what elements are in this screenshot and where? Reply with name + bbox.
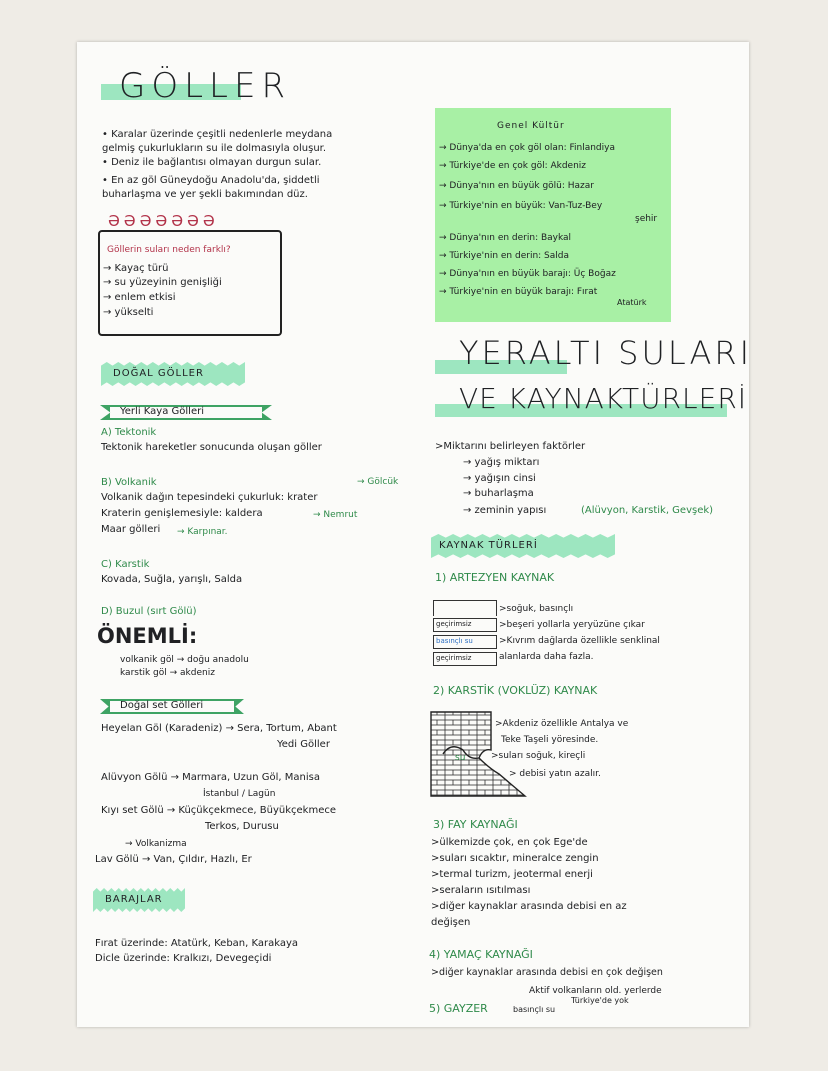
layer-impermeable: geçirimsiz xyxy=(433,618,497,632)
volcanic-example: → Nemrut xyxy=(313,510,358,520)
barajlar-line: Dicle üzerinde: Kralkızı, Devegeçidi xyxy=(95,953,272,964)
intro-line: • En az göl Güneydoğu Anadolu'da, şiddetli xyxy=(102,175,320,186)
why-box-item: → enlem etkisi xyxy=(103,292,176,303)
karst-line: Teke Taşeli yöresinde. xyxy=(501,735,599,745)
culture-line: → Dünya'nın en derin: Baykal xyxy=(439,233,572,243)
glacial-title: D) Buzul (sırt Gölü) xyxy=(101,606,197,617)
volcanic-example: → Karpınar. xyxy=(177,527,228,537)
dam-lake-line: Kıyı set Gölü → Küçükçekmece, Büyükçekmece xyxy=(101,805,336,816)
fault-spring-title: 3) FAY KAYNAĞI xyxy=(433,818,518,831)
fault-line: >termal turizm, jeotermal enerji xyxy=(431,869,593,880)
important-label: ÖNEMLİ: xyxy=(97,624,198,648)
tectonic-title: A) Tektonik xyxy=(101,427,157,438)
why-box-item: → Kayaç türü xyxy=(103,263,169,274)
karstic-title: C) Karstik xyxy=(101,559,150,570)
dam-lake-line: İstanbul / Lagün xyxy=(203,789,276,799)
layer-pressurized-water: basınçlı su xyxy=(433,635,497,649)
fault-line: >suları sıcaktır, mineralce zengin xyxy=(431,853,599,864)
factor-item: → yağış miktarı xyxy=(463,457,540,468)
dam-lake-line: Heyelan Göl (Karadeniz) → Sera, Tortum, Abant xyxy=(101,723,337,734)
fault-line: >diğer kaynaklar arasında debisi en az xyxy=(431,901,627,912)
intro-line: buharlaşma ve yer şekli bakımından düz. xyxy=(102,189,308,200)
dam-lake-line: Lav Gölü → Van, Çıldır, Hazlı, Er xyxy=(95,854,252,865)
artesian-diagram-frame xyxy=(433,600,497,616)
important-item: karstik göl → akdeniz xyxy=(120,668,215,678)
paper-sheet xyxy=(77,42,753,1027)
why-box-item: → yükselti xyxy=(103,307,154,318)
volcanic-title: B) Volkanik xyxy=(101,477,157,488)
general-culture-title: Genel Kültür xyxy=(497,121,565,131)
intro-line: gelmiş çukurlukların su ile dolmasıyla oluşur. xyxy=(102,143,327,154)
barajlar-heading: BARAJLAR xyxy=(105,894,163,905)
fault-line: değişen xyxy=(431,917,471,928)
slope-spring-title: 4) YAMAÇ KAYNAĞI xyxy=(429,948,533,961)
groundwater-title: YERALTI SULARI xyxy=(459,334,753,372)
karst-line: > debisi yatın azalır. xyxy=(509,769,601,779)
fault-line: >seraların ısıtılması xyxy=(431,885,531,896)
karst-line: >suları soğuk, kireçli xyxy=(491,751,586,761)
general-culture-note xyxy=(435,108,671,322)
page-title: GÖLLER xyxy=(119,66,292,106)
spring-types-heading: KAYNAK TÜRLERİ xyxy=(439,540,538,551)
why-box-title: Göllerin suları neden farklı? xyxy=(107,245,231,255)
groundwater-title-2: VE KAYNAKTÜRLERİ xyxy=(459,382,748,415)
dam-lake-line: → Volkanizma xyxy=(125,839,187,849)
culture-line: → Dünya'nın en büyük gölü: Hazar xyxy=(439,181,594,191)
factor-item: → buharlaşma xyxy=(463,488,534,499)
sub-heading-text: Yerli Kaya Gölleri xyxy=(120,406,204,417)
geyser-note: Aktif volkanların old. yerlerde xyxy=(529,986,662,996)
fault-line: >ülkemizde çok, en çok Ege'de xyxy=(431,837,588,848)
culture-line: şehir xyxy=(635,214,658,224)
artesian-line: >soğuk, basınçlı xyxy=(499,604,574,614)
factors-intro: >Miktarını belirleyen faktörler xyxy=(435,441,586,452)
barajlar-line: Fırat üzerinde: Atatürk, Keban, Karakaya xyxy=(95,938,299,949)
karst-line: >Akdeniz özellikle Antalya ve xyxy=(495,719,629,729)
karst-spring-title: 2) KARSTİK (VOKLÜZ) KAYNAK xyxy=(433,684,598,697)
volcanic-line: Volkanik dağın tepesindeki çukurluk: krater xyxy=(101,492,318,503)
culture-line: → Türkiye'nin en büyük: Van-Tuz-Bey xyxy=(439,201,603,211)
volcanic-line: Kraterin genişlemesiyle: kaldera xyxy=(101,508,263,519)
factor-note: (Alüvyon, Karstik, Gevşek) xyxy=(581,505,714,516)
culture-line: → Türkiye'de en çok göl: Akdeniz xyxy=(439,161,587,171)
dam-lake-line: Terkos, Durusu xyxy=(205,821,279,832)
dam-lake-line: Alüvyon Gölü → Marmara, Uzun Göl, Manisa xyxy=(101,772,320,783)
factor-item: → yağışın cinsi xyxy=(463,473,536,484)
water-label: su xyxy=(455,753,466,763)
spiral-binding: ƏƏƏƏƏƏƏ xyxy=(108,212,219,230)
dam-lake-line: Yedi Göller xyxy=(277,739,330,750)
culture-line: → Türkiye'nin en derin: Salda xyxy=(439,251,569,261)
volcanic-line: Maar gölleri xyxy=(101,524,161,535)
intro-line: • Karalar üzerinde çeşitli nedenlerle meydana xyxy=(102,129,333,140)
tectonic-text: Tektonik hareketler sonucunda oluşan göller xyxy=(101,442,322,453)
why-box xyxy=(98,230,282,336)
volcanic-note: → Gölcük xyxy=(357,477,399,487)
slope-line: >diğer kaynaklar arasında debisi en çok değişen xyxy=(431,967,663,978)
layer-impermeable: geçirimsiz xyxy=(433,652,497,666)
artesian-line: alanlarda daha fazla. xyxy=(499,652,594,662)
geyser-title: 5) GAYZER xyxy=(429,1002,488,1015)
intro-line: • Deniz ile bağlantısı olmayan durgun sular. xyxy=(102,157,322,168)
factor-item: → zeminin yapısı xyxy=(463,505,547,516)
karstic-text: Kovada, Suğla, yarışlı, Salda xyxy=(101,574,243,585)
why-box-item: → su yüzeyinin genişliği xyxy=(103,277,222,288)
geyser-note: Türkiye'de yok xyxy=(571,996,629,1005)
important-item: volkanik göl → doğu anadolu xyxy=(120,655,249,665)
culture-line: → Dünya'da en çok göl olan: Finlandiya xyxy=(439,143,615,153)
culture-line: → Türkiye'nin en büyük barajı: Fırat xyxy=(439,287,598,297)
artesian-line: >beşeri yollarla yeryüzüne çıkar xyxy=(499,620,645,630)
natural-lakes-heading: DOĞAL GÖLLER xyxy=(113,368,204,379)
culture-line: Atatürk xyxy=(617,298,647,307)
culture-line: → Dünya'nın en büyük barajı: Üç Boğaz xyxy=(439,269,616,279)
artesian-title: 1) ARTEZYEN KAYNAK xyxy=(435,571,555,584)
artesian-line: >Kıvrım dağlarda özellikle senklinal xyxy=(499,636,660,646)
dam-lakes-heading: Doğal set Gölleri xyxy=(120,700,204,711)
geyser-note: basınçlı su xyxy=(513,1005,556,1014)
